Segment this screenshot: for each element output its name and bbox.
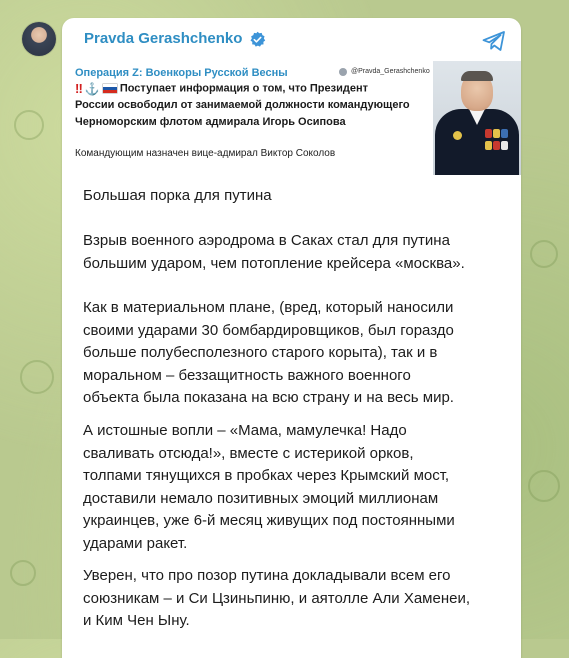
text-line: своими ударами 30 бомбардировщиков, был гораздо	[83, 321, 454, 339]
text-line: Как в материальном плане, (вред, который наносили	[83, 299, 454, 316]
photo-medal	[493, 129, 500, 138]
text-line: доставили немало позитивных эмоций миллионам	[83, 489, 439, 507]
text-line: большим ударом, чем потопление крейсера «москва».	[83, 254, 465, 272]
share-arrow-icon[interactable]	[482, 30, 506, 52]
anchor-icon: ⚓	[84, 81, 100, 96]
text-line: союзникам – и Си Цзиньпиню, и аятолле Али Хаменеи,	[83, 589, 470, 607]
text-line: объекта была показана на всю страну и на весь мир.	[83, 389, 454, 406]
post-paragraph-2	[83, 297, 454, 410]
repost-text: Поступает информация о том, что Президент	[119, 82, 369, 95]
reposted-screenshot	[75, 65, 445, 165]
background-doodle	[10, 560, 36, 586]
message-header	[0, 0, 569, 60]
photo-hair	[461, 71, 493, 81]
text-line: моральном – беззащитность важного военного	[83, 366, 411, 384]
admiral-photo[interactable]	[433, 61, 521, 175]
post-paragraph-4	[83, 565, 470, 633]
text-line: ударами ракет.	[83, 534, 188, 552]
channel-name[interactable]: Pravda Gerashchenko	[84, 30, 243, 47]
repost-line-3: Черноморским флотом адмирала Игорь Осипова	[75, 116, 346, 128]
photo-badge	[453, 131, 462, 140]
handle-avatar-icon	[339, 68, 347, 76]
text-line: и Ким Чен Ыну.	[83, 612, 190, 629]
post-title: Большая порка для путина	[83, 187, 272, 204]
photo-medal	[501, 141, 508, 150]
background-doodle	[530, 240, 558, 268]
text-line: сваливать отсюда!», вместе с истерикой орков,	[83, 444, 414, 462]
verified-badge-icon	[249, 31, 266, 48]
photo-medal	[485, 129, 492, 138]
text-line: А истошные вопли – «Мама, мамулечка! Надо	[83, 422, 407, 439]
text-line: толпами тянущихся в пробках через Крымский мост,	[83, 467, 450, 484]
text-line: больше полубесполезного старого корыта), так и в	[83, 344, 438, 361]
photo-medal	[501, 129, 508, 138]
text-line: украинцев, уже 6-й месяц живущих под постоянными	[83, 512, 455, 529]
repost-line-1	[75, 81, 368, 96]
photo-medal	[493, 141, 500, 150]
repost-source-name[interactable]: Операция Z: Военкоры Русской Весны	[75, 67, 288, 79]
russia-flag-icon	[103, 84, 117, 93]
background-doodle	[14, 110, 44, 140]
post-paragraph-3	[83, 420, 455, 555]
text-line: Уверен, что про позор путина докладывали всем его	[83, 567, 451, 584]
background-doodle	[20, 360, 54, 394]
background-doodle	[528, 470, 560, 502]
repost-footer: Командующим назначен вице-адмирал Виктор Соколов	[75, 148, 336, 159]
photo-medal	[485, 141, 492, 150]
text-line: Взрыв военного аэродрома в Саках стал для путина	[83, 232, 450, 249]
repost-line-2: России освободил от занимаемой должности командующего	[75, 99, 410, 111]
repost-handle: @Pravda_Gerashchenko	[351, 68, 430, 75]
double-exclamation-icon: ‼	[75, 81, 82, 96]
post-paragraph-1	[83, 230, 465, 275]
